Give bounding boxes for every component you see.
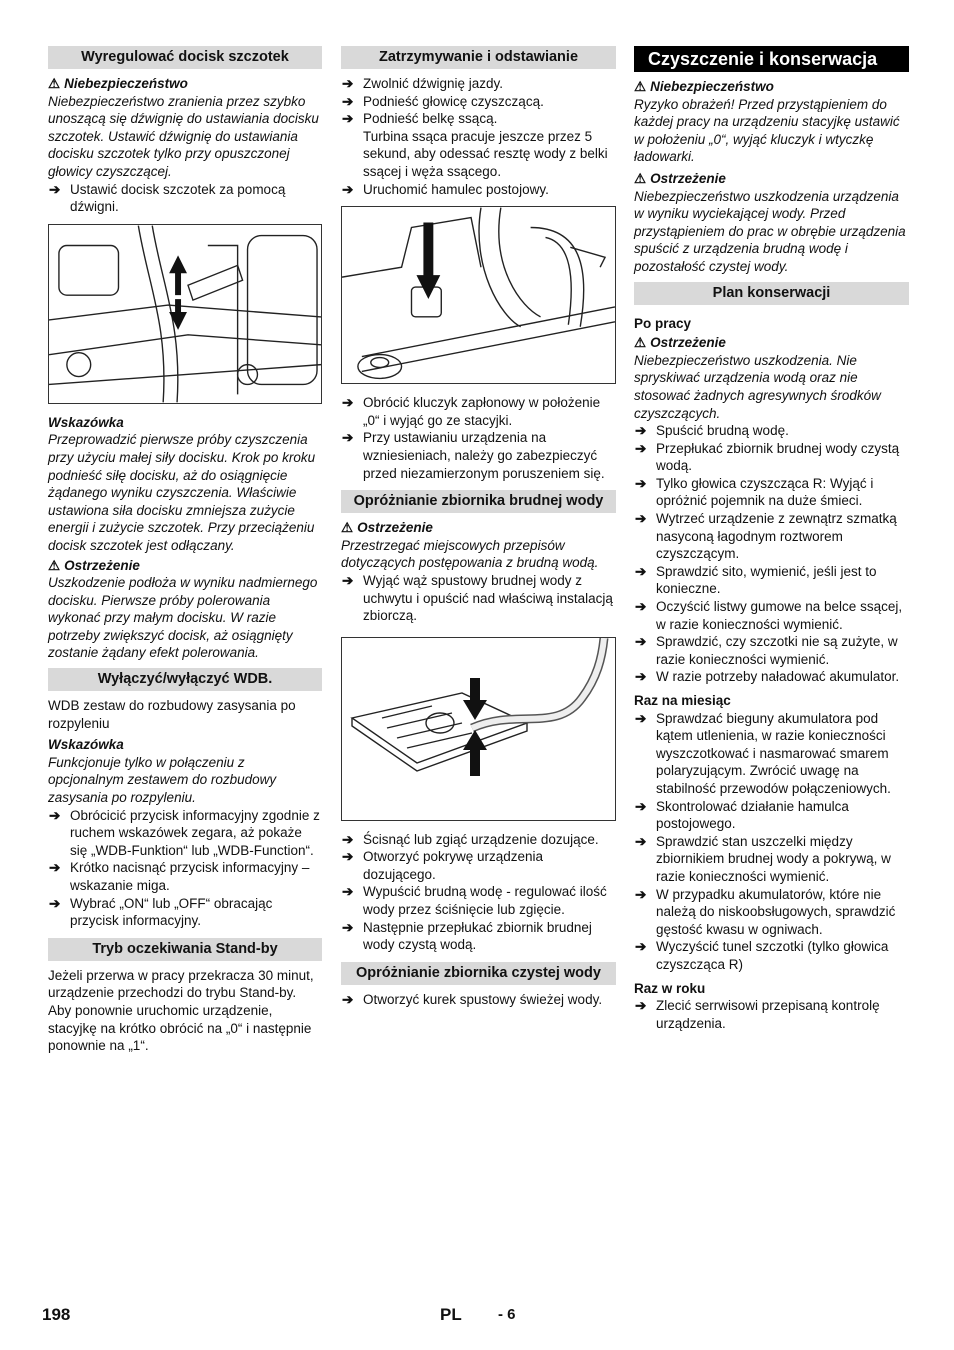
list-item-text: Obrócić kluczyk zapłonowy w położenie „0“ i wyjąć go ze stacyjki. (363, 395, 601, 428)
arrow-right-icon: ➔ (342, 919, 354, 935)
after-work-heading: Po pracy (634, 315, 692, 331)
list-item-text: Otworzyć kurek spustowy świeżej wody. (363, 991, 603, 1007)
arrow-right-icon: ➔ (342, 849, 354, 865)
heading-standby: Tryb oczekiwania Stand-by (48, 938, 322, 961)
list-item (634, 886, 909, 939)
list-item-text: Otworzyć pokrywę urządzenia dozującego. (363, 849, 544, 882)
arrow-right-icon: ➔ (635, 939, 647, 955)
danger-label-text: Niebezpieczeństwo (650, 79, 774, 94)
list-item (48, 895, 322, 930)
arrow-right-icon: ➔ (635, 511, 647, 527)
list-item (341, 848, 616, 883)
arrow-right-icon: ➔ (635, 634, 647, 650)
note-label: Wskazówka (48, 414, 124, 430)
list-item (341, 831, 616, 849)
stop-steps (341, 75, 616, 128)
list-item-text: Następnie przepłukać zbiornik brudnej wody czystą wodą. (363, 919, 592, 953)
danger-label (634, 78, 909, 96)
list-item (341, 883, 616, 918)
list-item (634, 598, 909, 633)
warning-label-text: Ostrzeżenie (650, 335, 726, 351)
figure-brush-lever (48, 224, 322, 404)
list-item (341, 429, 616, 482)
arrow-right-icon: ➔ (342, 111, 354, 127)
arrow-right-icon: ➔ (49, 181, 61, 197)
warning-triangle-icon: ⚠ (341, 520, 354, 536)
warning-triangle-icon: ⚠ (634, 79, 647, 94)
list-item-text: Skontrolować działanie hamulca postojowego. (656, 798, 849, 832)
note-text: Przeprowadzić pierwsze próby czyszczenia przy użyciu małej siły docisku. Krok po kroku podnieść siłę docisku, aż do osiągnięcie żądanego wyniku czyszczenia. Właściwie ustawiona siła docisku zmniejsza zużycie energii i zużycie szczotek. Przy przeciążeniu docisk szczotek jest odłączany. (48, 432, 316, 553)
arrow-right-icon: ➔ (342, 991, 354, 1007)
list-item-text: Uruchomić hamulec postojowy. (363, 181, 549, 197)
list-item-text: Sprawdzić sito, wymienić, jeśli jest to konieczne. (656, 563, 877, 597)
list-item (341, 991, 616, 1009)
list-item-text: Tylko głowica czyszcząca R: Wyjąć i opróżnić pojemnik na duże śmieci. (656, 475, 874, 509)
arrow-right-icon: ➔ (342, 884, 354, 900)
figure-drain-hose (341, 637, 616, 821)
list-item (341, 75, 616, 93)
list-item (48, 807, 322, 860)
note-text: Funkcjonuje tylko w połączeniu z opcjonalnym zestawem do rozbudowy zasysania po rozpyleniu. (48, 754, 277, 806)
list-item-text: Wytrzeć urządzenie z zewnątrz szmatką nasyconą łagodnym roztworem czyszczącym. (656, 511, 897, 562)
warning-text: Uszkodzenie podłoża w wyniku nadmiernego docisku. Pierwsze próby polerowania wykonać przy małym docisku. W razie potrzeby zwiększyć docisk, aż osiągnięty zostanie żądany efekt polerowania. (48, 575, 318, 661)
clean-steps (341, 991, 616, 1009)
arrow-right-icon: ➔ (635, 475, 647, 491)
heading-stop: Zatrzymywanie i odstawianie (341, 46, 616, 69)
list-item (341, 394, 616, 429)
arrow-right-icon: ➔ (635, 886, 647, 902)
list-item (341, 919, 616, 954)
list-item (634, 475, 909, 510)
arrow-right-icon: ➔ (342, 572, 354, 588)
page-number: 198 (42, 1305, 71, 1324)
heading-clean-water: Opróżnianie zbiornika czystej wody (341, 962, 616, 985)
list-item-text: Ustawić docisk szczotek za pomocą dźwigni. (70, 181, 286, 215)
list-item-text: Wyjąć wąż spustowy brudnej wody z uchwytu i opuścić nad właściwą instalacją zbiorczą. (363, 572, 613, 624)
heading-dirty-water: Opróżnianie zbiornika brudnej wody (341, 490, 616, 513)
list-item (634, 710, 909, 798)
dirty-steps (341, 572, 616, 625)
arrow-right-icon: ➔ (49, 807, 61, 823)
list-item-text: Wyczyścić tunel szczotki (tylko głowica czyszcząca R) (656, 939, 889, 972)
warning-label (341, 519, 616, 537)
list-item-text: Obrócicić przycisk informacyjny zgodnie z ruchem wskazówek zegara, aż pokaże się „WDB-Funktion“ lub „WDB-Function“. (70, 807, 320, 858)
arrow-right-icon: ➔ (635, 669, 647, 685)
arrow-right-icon: ➔ (342, 831, 354, 847)
brush-lever-illustration (49, 225, 321, 403)
monthly-steps (634, 710, 909, 974)
column-left (48, 46, 322, 1055)
list-item-text: Podnieść belkę ssącą. (363, 111, 498, 127)
list-item (48, 181, 322, 216)
list-item-text: Sprawdzić stan uszczelki między zbiornikiem brudnej wody a pokrywą, w razie konieczności wymienić. (656, 833, 891, 884)
column-middle (341, 46, 616, 1008)
heading-brush-pressure: Wyregulować docisk szczotek (48, 46, 322, 69)
dirty-steps-more (341, 831, 616, 954)
heading-wdb: Wyłączyć/wyłączyć WDB. (48, 668, 322, 691)
stop-steps-final (341, 394, 616, 482)
warning-label (48, 557, 322, 575)
list-item (634, 938, 909, 973)
warning-label (634, 170, 909, 188)
danger-text: Niebezpieczeństwo zranienia przez szybko unoszącą się dźwignię do ustawiania docisku szczotek. Ustawić dźwignię do ustawiania docisku szczotek tylko przy opuszczonej głowicy czyszczącej. (48, 93, 319, 179)
brush-steps (48, 181, 322, 216)
list-item-text: Sprawdzać bieguny akumulatora pod kątem utlenienia, w razie konieczności wyszczotkować i nasmarować smarem polaryzującym. Zwrócić uwagę na stabilność przewodów połączeniowych. (656, 710, 891, 796)
wdb-text: WDB zestaw do rozbudowy zasysania po rozpyleniu (48, 698, 296, 731)
warning-label (634, 334, 909, 352)
list-item-text: Zwolnić dźwignię jazdy. (363, 76, 504, 91)
warning-triangle-icon: ⚠ (634, 335, 647, 351)
arrow-right-icon: ➔ (342, 395, 354, 411)
standby-text: Jeżeli przerwa w pracy przekracza 30 minut, urządzenie przechodzi do trybu Stand-by. Aby ponownie uruchomic urządzenie, stacyjkę na krótko obrócić na „0“ i następnie ponownie na „1“. (48, 967, 314, 1054)
arrow-right-icon: ➔ (635, 599, 647, 615)
warning-label-text: Ostrzeżenie (357, 520, 433, 536)
after-work-steps (634, 422, 909, 686)
heading-cleaning-maintenance: Czyszczenie i konserwacja (634, 46, 909, 72)
warning-text: Niebezpieczeństwo uszkodzenia. Nie spryskiwać urządzenia wodą oraz nie stosować żadnych agresywnych środków czyszczących. (634, 352, 881, 421)
list-item (634, 833, 909, 886)
arrow-right-icon: ➔ (635, 710, 647, 726)
list-item-text: Przy ustawianiu urządzenia na wzniesieniach, należy go zabezpieczyć przed niezamierzonym poruszeniem się. (363, 430, 605, 481)
monthly-heading: Raz na miesiąc (634, 693, 731, 708)
list-item-text: Krótko nacisnąć przycisk informacyjny – wskazanie miga. (70, 860, 310, 893)
column-right (634, 46, 909, 1032)
list-item-text: Ścisnąć lub zgiąć urządzenie dozujące. (363, 831, 599, 847)
arrow-right-icon: ➔ (635, 563, 647, 579)
warning-triangle-icon: ⚠ (634, 170, 647, 186)
list-item (341, 93, 616, 111)
list-item (634, 510, 909, 563)
wdb-steps (48, 807, 322, 930)
arrow-right-icon: ➔ (635, 423, 647, 439)
arrow-right-icon: ➔ (342, 76, 354, 91)
list-item (634, 633, 909, 668)
list-item (341, 181, 616, 199)
list-item-text: Wypuścić brudną wodę - regulować ilość wody przez ściśnięcie lub zgięcie. (363, 884, 607, 918)
warning-text: Przestrzegać miejscowych przepisów dotyczących postępowania z brudną wodą. (341, 537, 599, 571)
list-item-text: W razie potrzeby naładować akumulator. (656, 669, 900, 685)
list-item (634, 563, 909, 598)
drain-hose-illustration (342, 638, 615, 820)
list-item (48, 859, 322, 894)
stop-steps-more (341, 181, 616, 199)
section-number: - 6 (498, 1306, 516, 1323)
list-item (634, 440, 909, 475)
turbine-text: Turbina ssąca pracuje jeszcze przez 5 sekund, aby odessać resztę wody z belki ssącej i węża ssącego. (363, 128, 608, 179)
language-code: PL (440, 1305, 462, 1324)
list-item-text: W przypadku akumulatorów, które nie należą do niskoobsługowych, sprawdzić gęstość kwasu w ogniwach. (656, 886, 896, 937)
list-item-text: Oczyścić listwy gumowe na belce ssącej, w razie konieczności wymienić. (656, 599, 903, 632)
list-item (634, 997, 909, 1032)
arrow-right-icon: ➔ (635, 998, 647, 1014)
warning-label-text: Ostrzeżenie (650, 170, 726, 186)
yearly-heading: Raz w roku (634, 980, 706, 996)
danger-label (48, 75, 322, 93)
warning-triangle-icon: ⚠ (48, 557, 61, 573)
arrow-right-icon: ➔ (342, 430, 354, 446)
list-item-text: Wybrać „ON“ lub „OFF“ obracając przycisk informacyjny. (70, 895, 273, 929)
list-item-text: Zlecić serrwisowi przepisaną kontrolę urządzenia. (656, 998, 880, 1031)
list-item-text: Spuścić brudną wodę. (656, 423, 789, 439)
heading-maintenance-plan: Plan konserwacji (634, 282, 909, 305)
list-item-text: Sprawdzić, czy szczotki nie są zużyte, w razie konieczności wymienić. (656, 634, 898, 667)
list-item (634, 798, 909, 833)
list-item (341, 572, 616, 625)
warning-triangle-icon: ⚠ (48, 76, 61, 91)
list-item-text: Podnieść głowicę czyszczącą. (363, 93, 544, 109)
list-item (341, 110, 616, 128)
list-item-text: Przepłukać zbiornik brudnej wody czystą wodą. (656, 440, 900, 474)
arrow-right-icon: ➔ (342, 181, 354, 197)
danger-label-text: Niebezpieczeństwo (64, 76, 188, 91)
list-item (634, 668, 909, 686)
arrow-right-icon: ➔ (49, 895, 61, 911)
arrow-right-icon: ➔ (635, 798, 647, 814)
arrow-right-icon: ➔ (342, 93, 354, 109)
warning-text: Niebezpieczeństwo uszkodzenia urządzenia w wyniku wyciekającej wody. Przed przystąpieniem do prac w obrębie urządzenia spuścić z urządzenia brudną wodę i pozostałość czystej wody. (634, 188, 906, 274)
figure-suction-bar (341, 206, 616, 384)
warning-label-text: Ostrzeżenie (64, 557, 140, 573)
yearly-steps (634, 997, 909, 1032)
arrow-right-icon: ➔ (49, 860, 61, 876)
note-label: Wskazówka (48, 737, 124, 753)
arrow-right-icon: ➔ (635, 833, 647, 849)
danger-text: Ryzyko obrażeń! Przed przystąpieniem do każdej pracy na urządzeniu stacyjkę ustawić w położeniu „0“, wyjąć kluczyk i wtyczkę ładowarki. (634, 96, 900, 165)
list-item (634, 422, 909, 440)
suction-bar-illustration (342, 207, 615, 383)
arrow-right-icon: ➔ (635, 440, 647, 456)
